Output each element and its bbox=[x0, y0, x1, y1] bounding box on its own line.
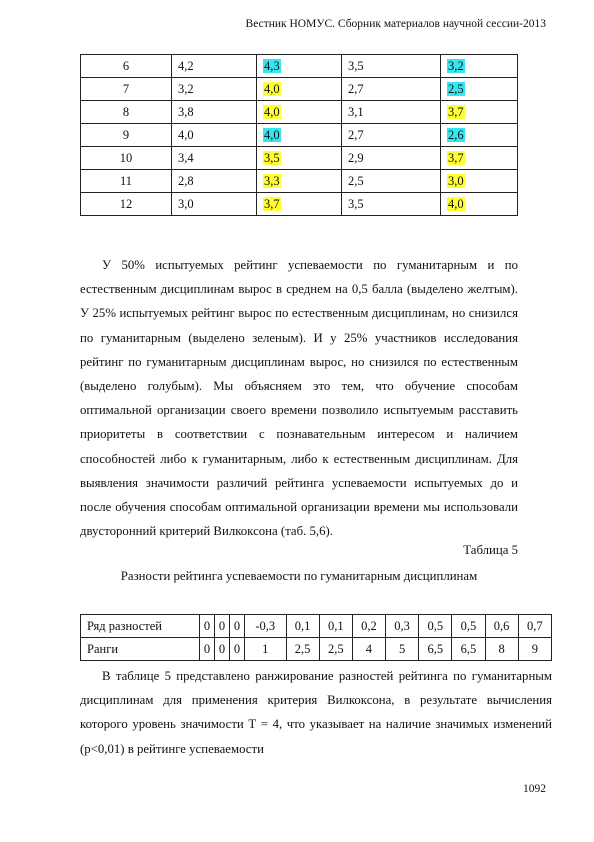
table-cell: 8 bbox=[485, 638, 518, 661]
table-cell: 0,7 bbox=[518, 615, 551, 638]
table-cell bbox=[342, 101, 441, 124]
table-cell bbox=[441, 170, 518, 193]
cell-value: 4,0 bbox=[264, 104, 280, 119]
table-cell bbox=[257, 124, 342, 147]
table-cell: 0,2 bbox=[352, 615, 385, 638]
table-cell: 4 bbox=[352, 638, 385, 661]
table-cell bbox=[81, 147, 172, 170]
cell-value: 3,5 bbox=[264, 150, 280, 165]
cell-value: 3,7 bbox=[448, 150, 464, 165]
table-row bbox=[81, 78, 518, 101]
table-cell: 6,5 bbox=[452, 638, 485, 661]
cell-value: 7 bbox=[122, 81, 130, 96]
table-cell bbox=[81, 124, 172, 147]
cell-value: 2,7 bbox=[348, 127, 364, 142]
cell-value: 4,0 bbox=[264, 127, 280, 142]
table-cell bbox=[172, 193, 257, 216]
cell-value: 2,6 bbox=[448, 127, 464, 142]
table-cell: 5 bbox=[386, 638, 419, 661]
table-cell bbox=[342, 124, 441, 147]
table-cell: 9 bbox=[518, 638, 551, 661]
table-row bbox=[81, 638, 552, 661]
table-cell bbox=[441, 124, 518, 147]
cell-value: 4,0 bbox=[178, 127, 194, 142]
table-row bbox=[81, 170, 518, 193]
table-cell bbox=[342, 193, 441, 216]
cell-value: 3,3 bbox=[264, 173, 280, 188]
table-cell: 6,5 bbox=[419, 638, 452, 661]
table-cell bbox=[441, 78, 518, 101]
table-cell bbox=[172, 78, 257, 101]
cell-value: 2,7 bbox=[348, 81, 364, 96]
table-cell bbox=[172, 170, 257, 193]
table-cell: 1 bbox=[245, 638, 287, 661]
table-cell bbox=[441, 55, 518, 78]
table-title: Разности рейтинга успеваемости по гуманитарным дисциплинам bbox=[120, 569, 478, 583]
cell-value: 11 bbox=[119, 173, 133, 188]
cell-value: 4,2 bbox=[178, 58, 194, 73]
table-cell bbox=[257, 55, 342, 78]
ratings-table bbox=[80, 54, 518, 216]
table-row bbox=[81, 193, 518, 216]
body-paragraph-1: У 50% испытуемых рейтинг успеваемости по гуманитарным и по естественным дисциплинам вырос в среднем на 0,5 балла (выделено желтым). У 25% испытуемых рейтинг вырос по естественным дисциплинам, но снизился по гуманитарным (выделено зеленым). И у 25% участников исследования рейтинг по гуманитарным дисциплинам вырос, но снизился по естественным (выделено голубым). Мы объясняем это тем, что обучение способам оптимальной организации своего времени позволило испытуемым расставить приоритеты в соответствии с познавательным интересом и наличием способностей либо к гуманитарным, либо к естественным дисциплинам. Для выявления значимости различий рейтинга успеваемости испытуемых до и после обучения способам оптимальной организации времени мы использовали двусторонний критерий Вилкоксона (таб. 5,6). bbox=[80, 258, 518, 539]
row-label: Ряд разностей bbox=[81, 615, 200, 638]
cell-value: 3,7 bbox=[448, 104, 464, 119]
cell-value: 3,2 bbox=[178, 81, 194, 96]
table-cell: 2,5 bbox=[319, 638, 352, 661]
cell-value: 2,8 bbox=[178, 173, 194, 188]
table-row bbox=[81, 615, 552, 638]
cell-value: 9 bbox=[122, 127, 130, 142]
body-paragraph-2: В таблице 5 представлено ранжирование разностей рейтинга по гуманитарным дисциплинам для применения критерия Вилкоксона, в результате вычисления которого уровень значимости Т = 4, что указывает на наличие значимых изменений (p<0,01) в рейтинге успеваемости bbox=[80, 669, 552, 756]
table-cell: 0,5 bbox=[419, 615, 452, 638]
table-cell bbox=[172, 147, 257, 170]
table-cell bbox=[81, 170, 172, 193]
table-cell: 0,6 bbox=[485, 615, 518, 638]
table-label: Таблица 5 bbox=[463, 543, 518, 557]
cell-value: 10 bbox=[119, 150, 133, 165]
cell-value: 12 bbox=[119, 196, 133, 211]
table-cell bbox=[441, 193, 518, 216]
table-cell: -0,3 bbox=[245, 615, 287, 638]
table-cell bbox=[441, 101, 518, 124]
running-header: Вестник НОМУС. Сборник материалов научной сессии-2013 bbox=[245, 18, 546, 30]
table-row bbox=[81, 101, 518, 124]
table-cell: 0 bbox=[215, 615, 230, 638]
table-cell bbox=[172, 55, 257, 78]
cell-value: 3,5 bbox=[348, 58, 364, 73]
table-row bbox=[81, 124, 518, 147]
table-row bbox=[81, 147, 518, 170]
table-cell bbox=[441, 147, 518, 170]
table-cell bbox=[172, 101, 257, 124]
table-cell bbox=[257, 78, 342, 101]
cell-value: 3,0 bbox=[448, 173, 464, 188]
cell-value: 8 bbox=[122, 104, 130, 119]
cell-value: 3,0 bbox=[178, 196, 194, 211]
table-cell bbox=[81, 101, 172, 124]
table-cell bbox=[257, 170, 342, 193]
cell-value: 3,4 bbox=[178, 150, 194, 165]
differences-table bbox=[80, 614, 552, 661]
cell-value: 3,8 bbox=[178, 104, 194, 119]
table-cell bbox=[342, 147, 441, 170]
row-label: Ранги bbox=[81, 638, 200, 661]
table-cell bbox=[342, 55, 441, 78]
table-cell: 0 bbox=[230, 615, 245, 638]
cell-value: 2,5 bbox=[348, 173, 364, 188]
cell-value: 3,7 bbox=[264, 196, 280, 211]
table-cell: 0,1 bbox=[319, 615, 352, 638]
cell-value: 3,5 bbox=[348, 196, 364, 211]
table-cell: 0 bbox=[215, 638, 230, 661]
table-cell bbox=[257, 193, 342, 216]
page-number: 1092 bbox=[523, 783, 546, 795]
table-cell: 0 bbox=[230, 638, 245, 661]
cell-value: 4,3 bbox=[264, 58, 280, 73]
table-cell bbox=[342, 78, 441, 101]
table-cell: 0,3 bbox=[386, 615, 419, 638]
table-cell bbox=[257, 147, 342, 170]
cell-value: 4,0 bbox=[264, 81, 280, 96]
cell-value: 3,2 bbox=[448, 58, 464, 73]
table-row bbox=[81, 55, 518, 78]
table-cell bbox=[172, 124, 257, 147]
cell-value: 6 bbox=[122, 58, 130, 73]
table-cell: 0 bbox=[200, 615, 215, 638]
cell-value: 3,1 bbox=[348, 104, 364, 119]
table-cell bbox=[257, 101, 342, 124]
table-cell: 0,5 bbox=[452, 615, 485, 638]
table-cell bbox=[81, 193, 172, 216]
table-cell bbox=[81, 55, 172, 78]
table-cell: 0,1 bbox=[286, 615, 319, 638]
table-cell bbox=[342, 170, 441, 193]
table-cell bbox=[81, 78, 172, 101]
table-cell: 2,5 bbox=[286, 638, 319, 661]
table-cell: 0 bbox=[200, 638, 215, 661]
cell-value: 4,0 bbox=[448, 196, 464, 211]
cell-value: 2,9 bbox=[348, 150, 364, 165]
cell-value: 2,5 bbox=[448, 81, 464, 96]
